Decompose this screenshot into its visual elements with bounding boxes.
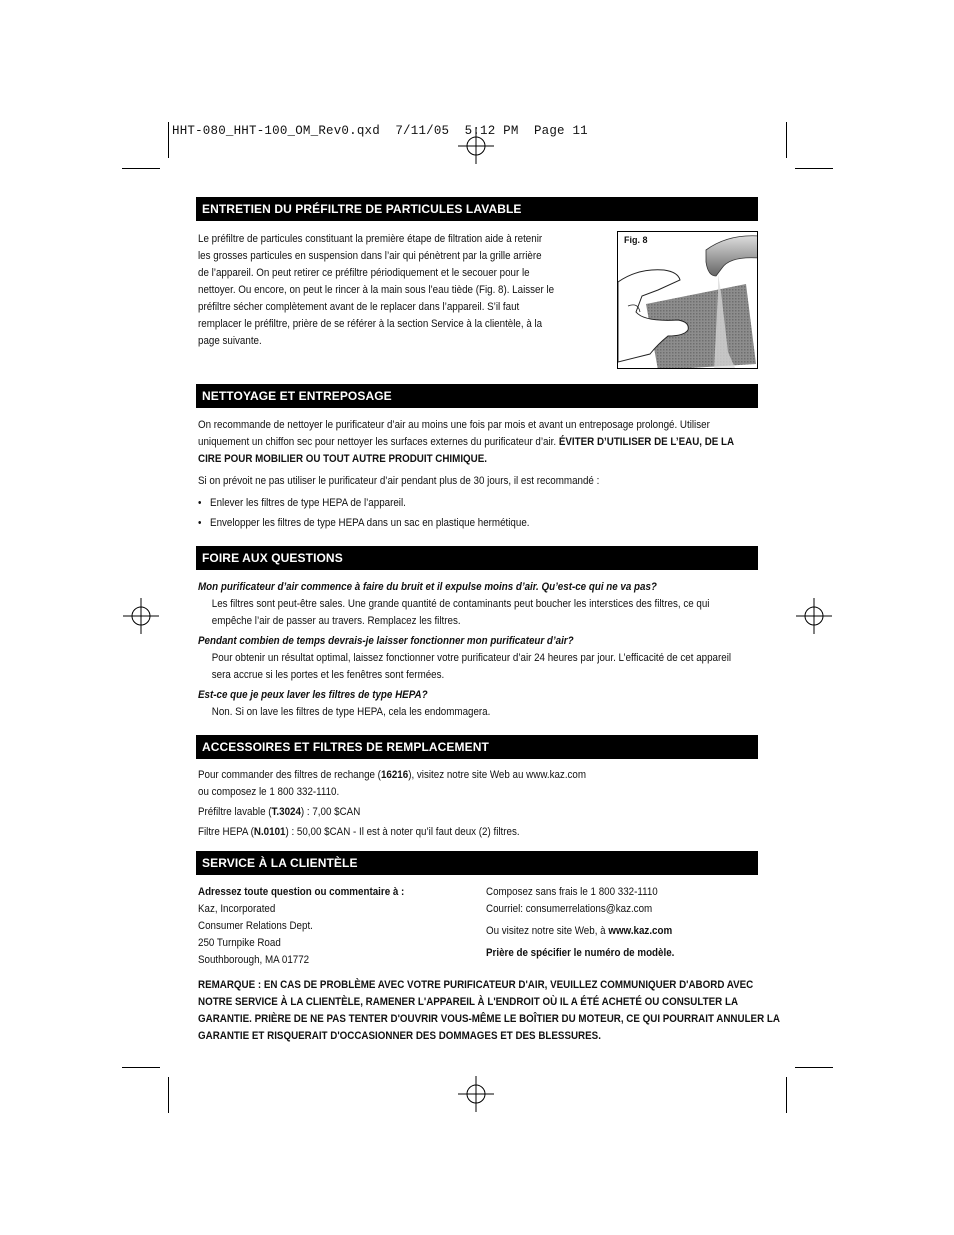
faq-text <box>198 579 731 721</box>
crop-mark <box>122 168 160 169</box>
crop-mark <box>795 1067 833 1068</box>
faq-answer: empêche l’air de passer au travers. Remplacez les filtres. <box>211 615 461 627</box>
cleaning-text: On recommande de nettoyer le purificateur d’air au moins une fois par mois et avant un entreposage prolongé. Utiliser uniquement un chiffon sec pour nettoyer les surfaces externes du purificateur d’air. ÉVITER D’UTILISER DE L’EAU, DE LA CIRE POUR MOBILIER OU TOUT AUTRE PRODUIT CHIMIQUE. Si on prévoit ne pas utiliser le purificateur d’air pendant plus de 30 jours, il est recommandé : • Enlever les filtres de type HEPA de l’appareil. • Envelopper les filtres de type HEPA dans un sac en plastique hermétique. <box>198 417 734 532</box>
faq-answer: sera accrue si les portes et les fenêtres sont fermées. <box>211 669 445 681</box>
faq-question: Mon purificateur d’air commence à faire du bruit et il expulse moins d’air. Qu’est-ce qui ne va pas? <box>198 581 657 593</box>
service-note: REMARQUE : EN CAS DE PROBLÈME AVEC VOTRE PURIFICATEUR D'AIR, VEUILLEZ COMMUNIQUER D'ABORD AVEC NOTRE SERVICE À LA CLIENTÈLE, RAMENER L'APPAREIL À L'ENDROIT OÙ IL A ÉTÉ ACHETÉ OU CONSULTER LA GARANTIE. PRIÈRE DE NE PAS TENTER D'OUVRIR VOUS-MÊME LE BOÎTIER DU MOTEUR, CE QUI POURRAIT ANNULER LA GARANTIE ET RISQUERAIT D'OCCASIONNER DES DOMMAGES ET DES BLESSURES. <box>198 979 780 1042</box>
registration-mark-icon <box>796 598 832 634</box>
crop-mark <box>786 122 787 158</box>
accessories-text: Pour commander des filtres de rechange (16216), visitez notre site Web au www.kaz.com ou composez le 1 800 332-1110. Préfiltre lavable (T.3024) : 7,00 $CAN Filtre HEPA (N.0101) : 50,00 $CAN - Il est à noter qu’il faut deux (2) filtres. <box>198 769 587 838</box>
prefilter-text: Le préfiltre de particules constituant la première étape de filtration aide à retenir les grosses particules en suspension dans l’air qui pénètrent par la grille arrière de l’appareil. On peut retirer ce préfiltre périodiquement et le secouer pour le nettoyer. Ou encore, on peut le rincer à la main sous l’eau tiède (Fig. 8). Laisser le préfiltre sécher complètement avant de le replacer dans l’appareil. S’il faut remplacer le préfiltre, prière de se référer à la section Service à la clientèle, à la page suivante. <box>198 233 555 347</box>
faq-answer: Non. Si on lave les filtres de type HEPA, cela les endommagera. <box>211 706 491 718</box>
faq-answer: Pour obtenir un résultat optimal, laissez fonctionner votre purificateur d’air 24 heures par jour. L’efficacité de cet appareil <box>211 652 732 664</box>
list-item: • Enlever les filtres de type HEPA de l’appareil. <box>198 495 734 512</box>
service-address: Adressez toute question ou commentaire à : Kaz, Incorporated Consumer Relations Dept. 250 Turnpike Road Southborough, MA 01772 <box>198 886 405 966</box>
faucet-rinse-illustration-icon <box>618 232 758 369</box>
section-title-service: SERVICE À LA CLIENTÈLE <box>196 851 758 875</box>
section-title-cleaning: NETTOYAGE ET ENTREPOSAGE <box>196 384 758 408</box>
registration-mark-icon <box>458 1076 494 1112</box>
faq-question: Pendant combien de temps devrais-je laisser fonctionner mon purificateur d’air? <box>198 635 574 647</box>
faq-answer: Les filtres sont peut-être sales. Une grande quantité de contaminants peut boucher les interstices des filtres, ce qui <box>211 598 710 610</box>
print-slug: HHT-080_HHT-100_OM_Rev0.qxd 7/11/05 5:12 PM Page 11 <box>172 124 588 138</box>
section-title-accessories: ACCESSOIRES ET FILTRES DE REMPLACEMENT <box>196 735 758 759</box>
website-link[interactable]: www.kaz.com <box>608 925 673 937</box>
figure-label: Fig. 8 <box>624 235 648 245</box>
section-title-faq: FOIRE AUX QUESTIONS <box>196 546 758 570</box>
section-title-prefilter: ENTRETIEN DU PRÉFILTRE DE PARTICULES LAVABLE <box>196 197 758 221</box>
list-item: • Envelopper les filtres de type HEPA dans un sac en plastique hermétique. <box>198 515 734 532</box>
service-contact: Composez sans frais le 1 800 332-1110 Courriel: consumerrelations@kaz.com Ou visitez notre site Web, à www.kaz.com Prière de spécifier le numéro de modèle. <box>486 886 675 959</box>
crop-mark <box>168 122 169 158</box>
crop-mark <box>168 1077 169 1113</box>
registration-mark-icon <box>123 598 159 634</box>
crop-mark <box>786 1077 787 1113</box>
crop-mark <box>795 168 833 169</box>
crop-mark <box>122 1067 160 1068</box>
faq-question: Est-ce que je peux laver les filtres de type HEPA? <box>198 689 428 701</box>
figure-8 <box>617 231 758 369</box>
